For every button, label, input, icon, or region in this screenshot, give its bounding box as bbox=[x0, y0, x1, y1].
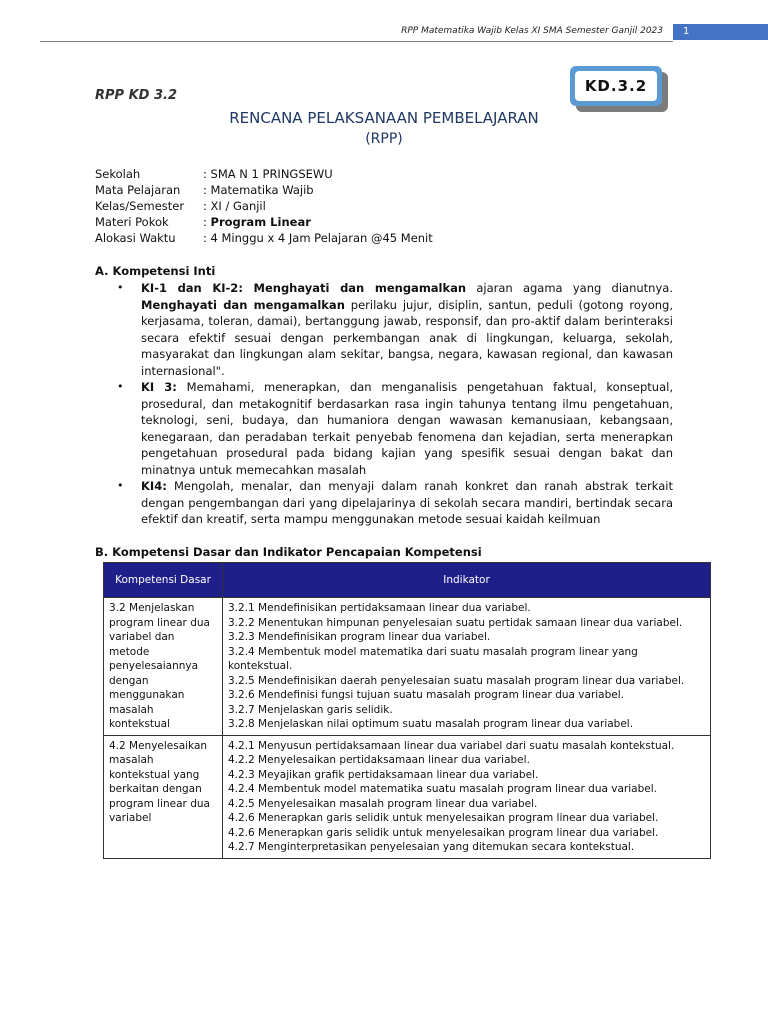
section-a-heading: A. Kompetensi Inti bbox=[95, 264, 216, 278]
identity-value: : Matematika Wajib bbox=[203, 183, 314, 197]
kd-badge bbox=[570, 66, 662, 106]
identity-row bbox=[95, 182, 433, 198]
kd-indicator-table bbox=[103, 562, 711, 859]
bullet-icon: • bbox=[117, 380, 124, 393]
indicator-item: 4.2.3 Meyajikan grafik pertidaksamaan linear dua variabel. bbox=[228, 768, 539, 781]
ki-item bbox=[117, 478, 673, 528]
identity-row bbox=[95, 214, 433, 230]
rpp-kd-label: RPP KD 3.2 bbox=[95, 88, 178, 103]
identity-value: : XI / Ganjil bbox=[203, 199, 266, 213]
indicator-item: 3.2.1 Mendefinisikan pertidaksamaan linear dua variabel. bbox=[228, 602, 531, 614]
indicator-item: 4.2.4 Membentuk model matematika suatu masalah program linear dua variabel. bbox=[228, 783, 657, 795]
ki-label: KI-1 dan KI-2: Menghayati dan mengamalkan bbox=[141, 281, 467, 295]
identity-label: Materi Pokok bbox=[95, 215, 169, 229]
indicator-cell bbox=[223, 598, 711, 736]
identity-value: : SMA N 1 PRINGSEWU bbox=[203, 167, 333, 181]
identity-value bbox=[203, 214, 311, 230]
ki-text: perilaku jujur, disiplin, santun, peduli (gotong royong, kerjasama, toleran, damai), bertanggung jawab, responsif, dan pro-aktif dalam berinteraksi secara efektif sesuai dengan perkembangan anak di lingkungan, keluarga, sekolah, masyarakat dan lingkungan alam sekitar, bangsa, negara, kawasan regional, dan kawasan internasional". bbox=[141, 297, 673, 378]
kd-cell: 4.2 Menyelesaikan masalah kontekstual yang berkaitan dengan program linear dua variabel bbox=[104, 735, 223, 858]
indicator-item: 3.2.7 Menjelaskan garis selidik. bbox=[228, 703, 393, 716]
indicator-item: 4.2.2 Menyelesaikan pertidaksamaan linear dua variabel. bbox=[228, 754, 530, 766]
kd-badge-label: KD.3.2 bbox=[575, 71, 657, 101]
identity-value-prefix: : bbox=[203, 215, 211, 229]
ki-item bbox=[117, 379, 673, 478]
identity-label: Alokasi Waktu bbox=[95, 231, 176, 245]
ki-list bbox=[117, 280, 673, 528]
column-header-indicator: Indikator bbox=[223, 563, 711, 598]
kd-cell: 3.2 Menjelaskan program linear dua variabel dan metode penyelesaiannya dengan menggunakan masalah kontekstual bbox=[104, 598, 223, 736]
ki-text: ajaran agama yang dianutnya. bbox=[466, 281, 673, 295]
indicator-item: 4.2.7 Menginterpretasikan penyelesaian yang ditemukan secara kontekstual. bbox=[228, 841, 635, 853]
bullet-icon: • bbox=[117, 281, 124, 294]
identity-label: Sekolah bbox=[95, 167, 141, 181]
indicator-item: 4.2.1 Menyusun pertidaksamaan linear dua variabel dari suatu masalah kontekstual. bbox=[228, 739, 675, 752]
indicator-item: 3.2.3 Mendefinisikan program linear dua variabel. bbox=[228, 631, 491, 643]
indicator-item: 4.2.6 Menerapkan garis selidik untuk menyelesaikan program linear dua variabel. bbox=[228, 826, 659, 839]
table-header-row bbox=[104, 563, 711, 598]
table-row bbox=[104, 735, 711, 858]
identity-label: Mata Pelajaran bbox=[95, 183, 181, 197]
identity-block bbox=[95, 166, 433, 246]
indicator-item: 3.2.6 Mendefinisi fungsi tujuan suatu masalah program linear dua variabel. bbox=[228, 689, 624, 701]
table-row bbox=[104, 598, 711, 736]
running-header: RPP Matematika Wajib Kelas XI SMA Semester Ganjil 2023 bbox=[401, 26, 663, 36]
indicator-cell bbox=[223, 735, 711, 858]
ki-item bbox=[117, 280, 673, 379]
indicator-item: 3.2.2 Menentukan himpunan penyelesaian suatu pertidak samaan linear dua variabel. bbox=[228, 616, 683, 629]
identity-label: Kelas/Semester bbox=[95, 199, 185, 213]
ki-label: Menghayati dan mengamalkan bbox=[141, 297, 345, 312]
indicator-item: 4.2.5 Menyelesaikan masalah program linear dua variabel. bbox=[228, 797, 538, 810]
identity-row bbox=[95, 198, 433, 214]
ki-text: Memahami, menerapkan, dan menganalisis pengetahuan faktual, konseptual, prosedural, dan metakognitif berdasarkan rasa ingin tahunya tentang ilmu pengetahuan, teknologi, seni, budaya, dan humaniora dengan wawasan kemanusiaan, kebangsaan, kenegaraan, dan peradaban terkait penyebab fenomena dan kejadian, serta menerapkan pengetahuan prosedural pada bidang kajian yang spesifik sesuai dengan bakat dan minatnya untuk memecahkan masalah bbox=[141, 380, 673, 477]
identity-row bbox=[95, 230, 433, 246]
identity-value-bold: Program Linear bbox=[210, 215, 311, 229]
indicator-item: 4.2.6 Menerapkan garis selidik untuk menyelesaikan program linear dua variabel. bbox=[228, 812, 659, 824]
ki-text: Mengolah, menalar, dan menyaji dalam ranah konkret dan ranah abstrak terkait dengan pengembangan dari yang dipelajarinya di sekolah secara mandiri, bertindak secara efektif dan kreatif, serta mampu menggunakan metode sesuai kaidah keilmuan bbox=[141, 479, 673, 526]
indicator-item: 3.2.8 Menjelaskan nilai optimum suatu masalah program linear dua variabel. bbox=[228, 718, 634, 730]
bullet-icon: • bbox=[117, 479, 124, 492]
doc-subtitle: (RPP) bbox=[365, 131, 403, 147]
page-number: 1 bbox=[673, 24, 768, 40]
identity-row bbox=[95, 166, 433, 182]
ki-label: KI4: bbox=[141, 479, 167, 493]
header-divider bbox=[40, 41, 673, 42]
indicator-item: 3.2.4 Membentuk model matematika dari suatu masalah program linear yang kontekstual. bbox=[228, 645, 638, 672]
ki-label: KI 3: bbox=[141, 380, 177, 394]
identity-value: : 4 Minggu x 4 Jam Pelajaran @45 Menit bbox=[203, 231, 433, 245]
doc-title: RENCANA PELAKSANAAN PEMBELAJARAN bbox=[229, 109, 539, 127]
column-header-kd: Kompetensi Dasar bbox=[104, 563, 223, 598]
section-b-heading: B. Kompetensi Dasar dan Indikator Pencapaian Kompetensi bbox=[95, 545, 482, 559]
indicator-item: 3.2.5 Mendefinisikan daerah penyelesaian suatu masalah program linear dua variabel. bbox=[228, 674, 685, 687]
